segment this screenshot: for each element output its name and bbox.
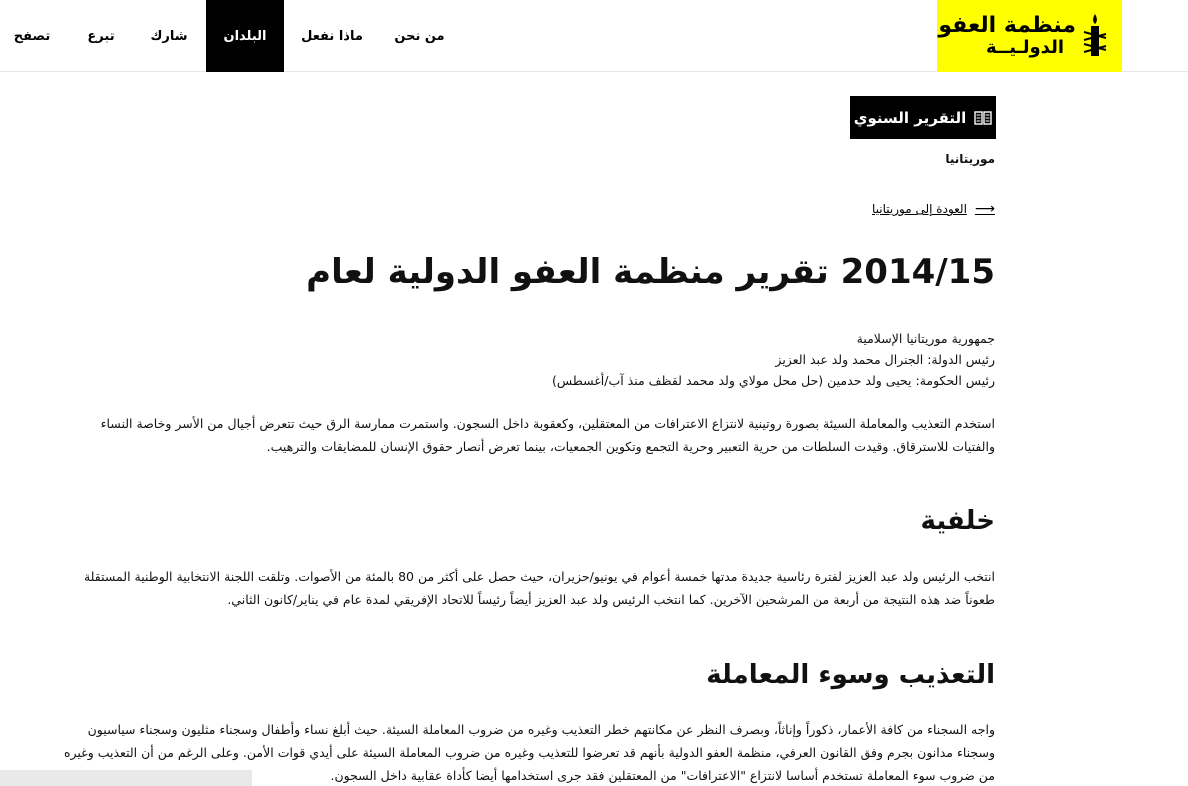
background-line: انتخب الرئيس ولد عبد العزيز لفترة رئاسية جديدة مدتها خمسة أعوام في يونيو/حزيران، حيث حصل على أكثر من 80 بالمئة من الأصوات. وتلقت اللجنة الانتخابية الوطنية المستقلة	[83, 569, 995, 584]
background-heading: خلفية	[920, 506, 995, 536]
nav-about[interactable]: من نحن	[394, 28, 445, 44]
meta-head-of-state: رئيس الدولة: الجنرال محمد ولد عبد العزيز	[775, 352, 995, 367]
back-link-label: العودة إلى موريتانيا	[872, 202, 967, 216]
country-label: موريتانيا	[945, 152, 995, 166]
intro-line: استخدم التعذيب والمعاملة السيئة بصورة روتينية لانتزاع الاعترافات من المعتقلين، وكعقوبة داخل السجون. واستمرت ممارسة الرق حيث تتعرض أجيال من الأسر وخاصة النساء	[100, 416, 995, 431]
meta-head-of-government: رئيس الحكومة: يحيى ولد حدمين (حل محل مولاي ولد محمد لقظف منذ آب/أغسطس)	[552, 373, 995, 388]
background-line: طعوناً ضد هذه النتيجة من أربعة من المرشحين الآخرين. كما انتخب الرئيس ولد عبد العزيز أيضاً رئيساً للاتحاد الإفريقي لمدة عام في يناير/كانون الثاني.	[227, 592, 995, 607]
background-paragraph	[84, 565, 995, 611]
torture-line: واجه السجناء من كافة الأعمار، ذكوراً وإناثاً، وبصرف النظر عن مكانتهم خطر التعذيب وغيره من ضروب المعاملة السيئة. حيث أبلغ نساء وأطفال وسجناء مثليون وسجناء سياسيون	[87, 722, 995, 737]
candle-barbed-wire-icon	[1082, 12, 1108, 60]
meta-official-name: جمهورية موريتانيا الإسلامية	[856, 331, 995, 346]
book-icon	[974, 111, 992, 125]
horizontal-scrollbar[interactable]	[0, 770, 252, 786]
nav-what-we-do[interactable]: ماذا نفعل	[301, 28, 363, 44]
nav-browse[interactable]: تصفح	[13, 28, 51, 44]
logo-text	[938, 15, 1076, 57]
site-header	[0, 0, 1188, 72]
torture-heading: التعذيب وسوء المعاملة	[706, 660, 995, 690]
arrow-right-icon: ⟶	[974, 201, 995, 217]
intro-paragraph	[101, 412, 995, 458]
annual-report-badge[interactable]	[850, 96, 996, 139]
nav-countries[interactable]: البلدان	[206, 0, 284, 72]
annual-report-label: التقرير السنوي	[853, 108, 967, 127]
page-title: 2014/15 تقرير منظمة العفو الدولية لعام	[306, 252, 995, 292]
nav-donate[interactable]: تبرع	[87, 28, 115, 44]
torture-line: من ضروب سوء المعاملة تستخدم أساسا لانتزاع "الاعترافات" من المعتقلين فقد جرى استخدامها أيضا كأداة عقابية داخل السجون.	[330, 768, 995, 783]
nav-share[interactable]: شارك	[150, 28, 188, 44]
logo-line2: الدولـيــة	[986, 37, 1064, 58]
logo-line1: منظمة العفو	[938, 13, 1076, 38]
intro-line: والفتيات للاسترقاق. وقيدت السلطات من حرية التعبير وحرية التجمع وتكوين الجمعيات، بينما تعرض أنصار حقوق الإنسان للمضايقات والترهيب.	[266, 439, 995, 454]
back-to-country-link[interactable]	[872, 201, 995, 217]
torture-line: وسجناء مدانون بجرم وفق القانون العرفي، منظمة العفو الدولية بأنهم قد تعرضوا للتعذيب وغيره من ضروب المعاملة السيئة على أيدي قوات الأمن. وعلى الرغم من أن التعذيب وغيره	[63, 745, 995, 760]
amnesty-logo[interactable]	[937, 0, 1122, 72]
country-meta	[552, 328, 995, 391]
